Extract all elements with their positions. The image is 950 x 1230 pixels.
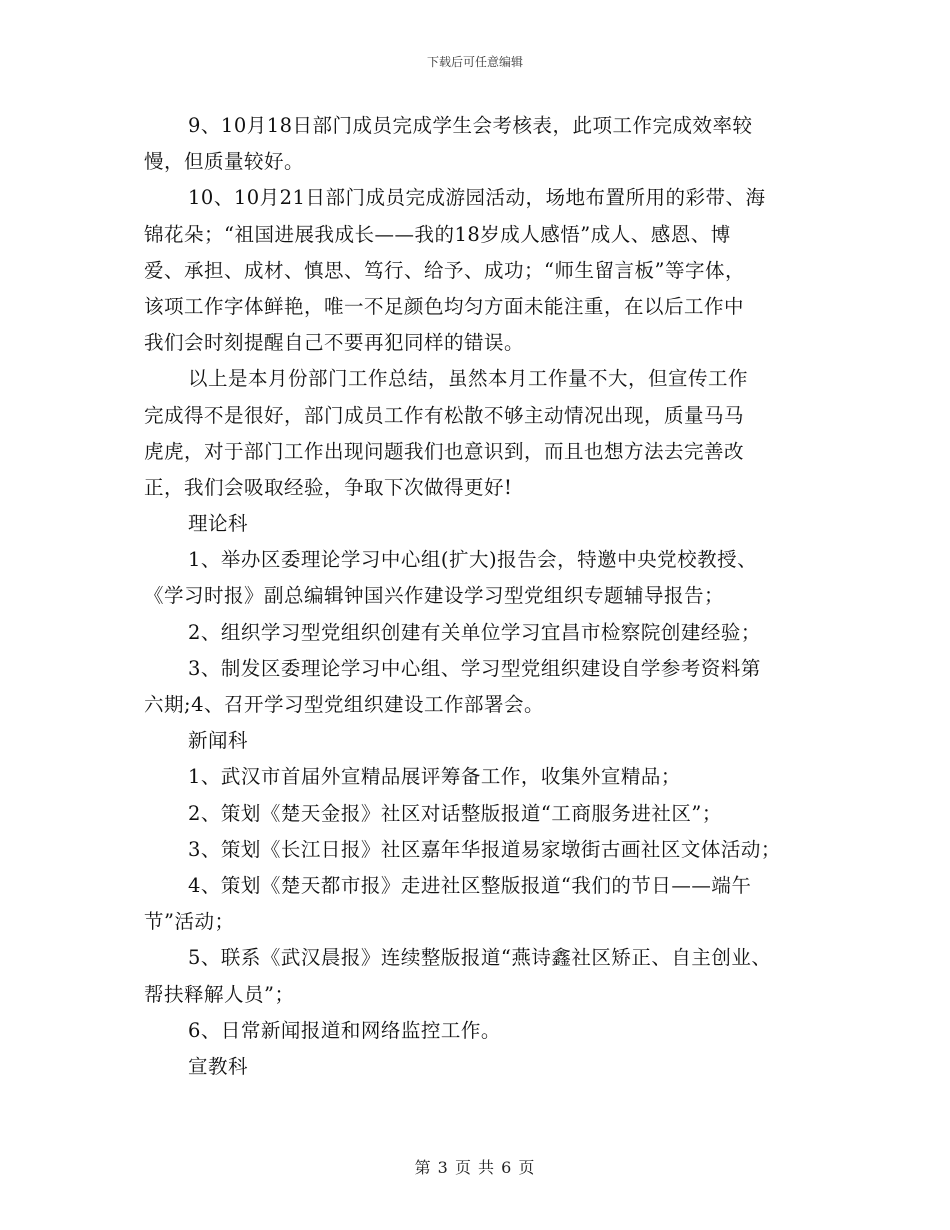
text-line: 新闻科 [188,729,249,753]
text-line: 2、组织学习型党组织创建有关单位学习宜昌市检察院创建经验； [188,620,761,644]
header-note: 下载后可任意编辑 [426,55,523,69]
text-line: 6、日常新闻报道和网络监控工作。 [188,1018,501,1042]
text-line: 3、策划《长江日报》社区嘉年华报道易家墩街古画社区文体活动； [188,837,781,861]
text-line: 该项工作字体鲜艳，唯一不足颜色均匀方面未能注重，在以后工作中 [144,294,745,318]
page-number-footer: 第 3 页 共 6 页 [414,1158,536,1177]
text-line: 9、10月18日部门成员完成学生会考核表，此项工作完成效率较 [188,114,753,137]
text-line: 理论科 [188,512,249,536]
text-line: 《学习时报》副总编辑钟国兴作建设学习型党组织专题辅导报告； [144,584,725,608]
text-line: 2、策划《楚天金报》社区对话整版报道“工商服务进社区”； [188,801,722,825]
text-line: 1、武汉市首届外宣精品展评筹备工作，收集外宣精品； [188,765,681,789]
text-line: 正，我们会吸取经验，争取下次做得更好! [144,475,513,499]
text-line: 1、举办区委理论学习中心组(扩大)报告会，特邀中央党校教授、 [188,548,758,572]
text-line: 5、联系《武汉晨报》连续整版报道“燕诗鑫社区矫正、自主创业、 [188,946,772,970]
text-line: 虎虎，对于部门工作出现问题我们也意识到，而且也想方法去完善改 [144,439,745,463]
text-line: 以上是本月份部门工作总结，虽然本月工作量不大，但宣传工作 [188,367,749,391]
text-line: 完成得不是很好，部门成员工作有松散不够主动情况出现，质量马马 [144,403,745,427]
text-line: 宣教科 [188,1054,249,1078]
text-line: 爱、承担、成材、慎思、笃行、给予、成功；“师生留言板”等字体， [144,258,745,282]
text-line: 4、策划《楚天都市报》走进社区整版报道“我们的节日——端午 [188,873,752,897]
text-line: 帮扶释解人员”； [144,982,295,1006]
text-line: 10、10月21日部门成员完成游园活动，场地布置所用的彩带、海 [188,186,766,210]
text-line: 慢，但质量较好。 [144,150,305,174]
document-body [144,108,834,1085]
text-line: 我们会时刻提醒自己不要再犯同样的错误。 [144,331,525,355]
text-line: 六期;4、召开学习型党组织建设工作部署会。 [144,693,544,716]
text-line: 节”活动； [144,910,235,934]
text-line: 锦花朵；“祖国进展我成长——我的18岁成人感悟”成人、感恩、博 [144,222,731,246]
text-line: 3、制发区委理论学习中心组、学习型党组织建设自学参考资料第 [188,656,761,680]
